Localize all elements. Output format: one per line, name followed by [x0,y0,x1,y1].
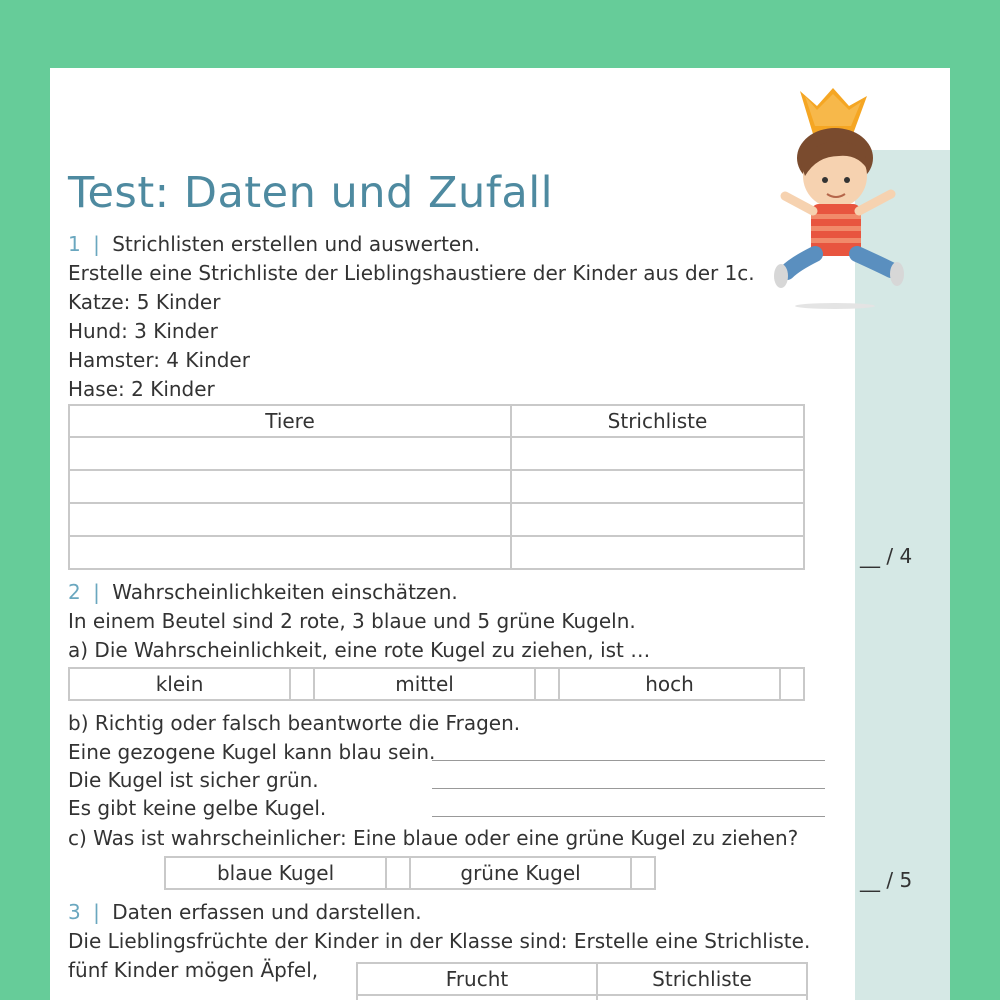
task1-cell[interactable] [511,536,804,569]
checkbox-mittel[interactable] [535,668,559,700]
task1-cell[interactable] [69,470,511,503]
answer-line-2[interactable] [432,788,825,789]
task1-heading: Strichlisten erstellen und auswerten. [112,232,481,256]
task3-separator: | [93,900,100,924]
option-hoch: hoch [559,668,780,700]
task2-b-statement-2: Die Kugel ist sicher grün. [68,768,319,792]
task3-tally-table [356,962,808,1000]
task3-first-line: fünf Kinder mögen Äpfel, [68,958,319,982]
task3-cell[interactable] [597,995,807,1000]
task1-separator: | [93,232,100,256]
task2-a-question: a) Die Wahrscheinlichkeit, eine rote Kugel zu ziehen, ist … [68,638,651,662]
task2-separator: | [93,580,100,604]
task1-header-tally: Strichliste [511,405,804,437]
task3-number: 3 [68,900,81,924]
checkbox-klein[interactable] [290,668,314,700]
task3-heading-row [68,900,422,924]
task2-score: __ / 5 [860,868,913,892]
task1-header-animals: Tiere [69,405,511,437]
answer-line-3[interactable] [432,816,825,817]
task3-heading: Daten erfassen und darstellen. [112,900,422,924]
answer-line-1[interactable] [432,760,825,761]
task2-b-statement-1: Eine gezogene Kugel kann blau sein. [68,740,436,764]
task1-instruction: Erstelle eine Strichliste der Lieblingshaustiere der Kinder aus der 1c. [68,261,755,285]
page-title: Test: Daten und Zufall [68,168,554,218]
task1-number: 1 [68,232,81,256]
task2-c-question: c) Was ist wahrscheinlicher: Eine blaue oder eine grüne Kugel zu ziehen? [68,826,799,850]
task2-number: 2 [68,580,81,604]
worksheet [50,68,950,1000]
task1-tally-table [68,404,805,570]
task2-b-statement-3: Es gibt keine gelbe Kugel. [68,796,327,820]
task1-cell[interactable] [511,470,804,503]
task2-b-heading: b) Richtig oder falsch beantworte die Fragen. [68,711,521,735]
task3-instruction: Die Lieblingsfrüchte der Kinder in der Klasse sind: Erstelle eine Strichliste. [68,929,811,953]
task1-score: __ / 4 [860,544,913,568]
task2-intro: In einem Beutel sind 2 rote, 3 blaue und 5 grüne Kugeln. [68,609,636,633]
task1-fact-hamster: Hamster: 4 Kinder [68,348,250,372]
task2-heading: Wahrscheinlichkeiten einschätzen. [112,580,458,604]
task2-heading-row [68,580,458,604]
task1-cell[interactable] [69,536,511,569]
checkbox-blue-ball[interactable] [386,857,410,889]
task1-cell[interactable] [511,437,804,470]
task1-cell[interactable] [69,503,511,536]
task2-a-options [68,667,805,701]
option-klein: klein [69,668,290,700]
task1-fact-dog: Hund: 3 Kinder [68,319,218,343]
jumping-boy-illustration [755,76,915,311]
task3-header-tally: Strichliste [597,963,807,995]
task1-heading-row [68,232,480,256]
option-green-ball: grüne Kugel [410,857,631,889]
task1-cell[interactable] [511,503,804,536]
option-blue-ball: blaue Kugel [165,857,386,889]
task3-cell[interactable] [357,995,597,1000]
option-mittel: mittel [314,668,535,700]
checkbox-green-ball[interactable] [631,857,655,889]
task2-c-options [164,856,656,890]
task1-fact-cat: Katze: 5 Kinder [68,290,221,314]
checkbox-hoch[interactable] [780,668,804,700]
task1-cell[interactable] [69,437,511,470]
task3-header-fruit: Frucht [357,963,597,995]
task1-fact-rabbit: Hase: 2 Kinder [68,377,215,401]
